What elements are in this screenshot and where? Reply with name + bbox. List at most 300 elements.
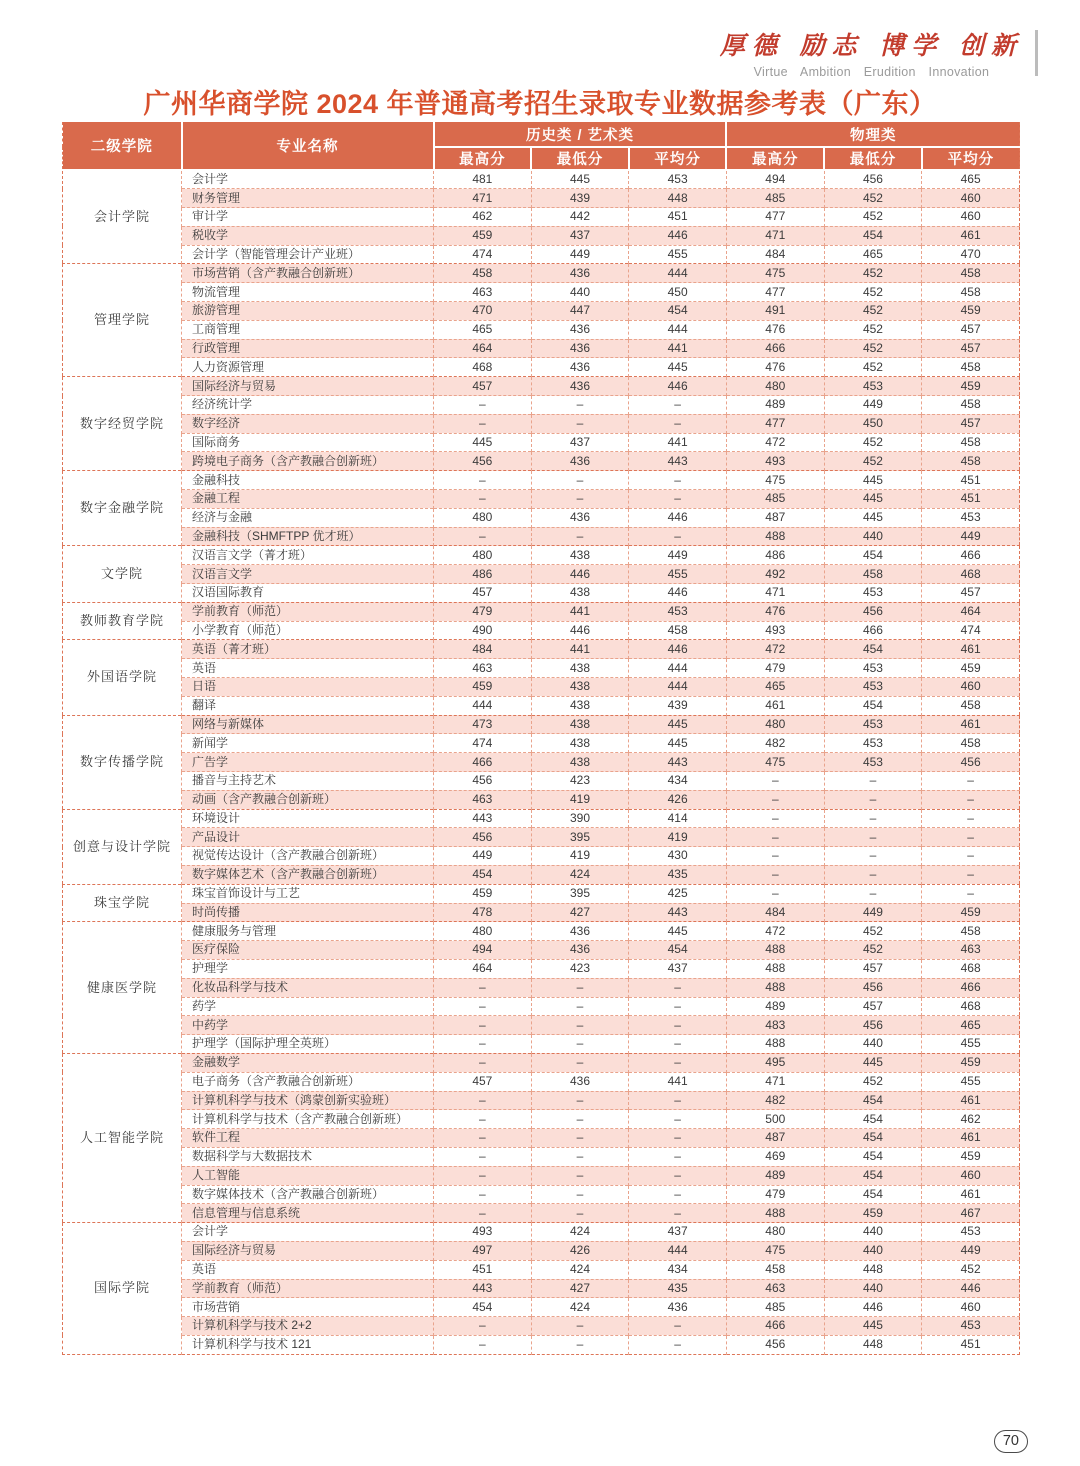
score-cell: 471 bbox=[726, 584, 824, 603]
score-cell: 445 bbox=[531, 170, 629, 189]
score-cell: 474 bbox=[922, 621, 1020, 640]
score-cell: 474 bbox=[434, 734, 532, 753]
score-cell: 438 bbox=[531, 546, 629, 565]
table-row bbox=[63, 471, 1020, 490]
score-cell: 462 bbox=[434, 208, 532, 227]
score-cell: 445 bbox=[629, 734, 727, 753]
score-cell: – bbox=[434, 1147, 532, 1166]
score-cell: – bbox=[629, 1035, 727, 1054]
score-cell: 451 bbox=[629, 208, 727, 227]
table-row bbox=[63, 621, 1020, 640]
score-cell: 460 bbox=[922, 189, 1020, 208]
score-cell: 457 bbox=[922, 414, 1020, 433]
major-cell: 汉语国际教育 bbox=[182, 584, 434, 603]
page-title: 广州华商学院 2024 年普通高考招生录取专业数据参考表（广东） bbox=[143, 89, 937, 119]
score-cell: 445 bbox=[824, 490, 922, 509]
major-cell: 人力资源管理 bbox=[182, 358, 434, 377]
score-cell: 480 bbox=[726, 1223, 824, 1242]
score-cell: 485 bbox=[726, 1298, 824, 1317]
score-cell: 484 bbox=[726, 245, 824, 264]
score-cell: 461 bbox=[922, 1129, 1020, 1148]
table-row bbox=[63, 678, 1020, 697]
score-cell: 448 bbox=[824, 1260, 922, 1279]
score-cell: 466 bbox=[824, 621, 922, 640]
major-cell: 软件工程 bbox=[182, 1129, 434, 1148]
score-cell: – bbox=[922, 772, 1020, 791]
score-cell: 474 bbox=[434, 245, 532, 264]
score-cell: 452 bbox=[824, 189, 922, 208]
major-cell: 播音与主持艺术 bbox=[182, 772, 434, 791]
score-cell: 460 bbox=[922, 1166, 1020, 1185]
table-row bbox=[63, 790, 1020, 809]
score-cell: 444 bbox=[629, 320, 727, 339]
table-row bbox=[63, 283, 1020, 302]
score-cell: 437 bbox=[531, 226, 629, 245]
score-cell: 480 bbox=[726, 377, 824, 396]
table-row bbox=[63, 208, 1020, 227]
table-row bbox=[63, 1110, 1020, 1129]
score-cell: 451 bbox=[922, 471, 1020, 490]
score-cell: 438 bbox=[531, 696, 629, 715]
score-cell: 424 bbox=[531, 1260, 629, 1279]
score-cell: 424 bbox=[531, 1223, 629, 1242]
table-row bbox=[63, 189, 1020, 208]
table-row bbox=[63, 696, 1020, 715]
table-row bbox=[63, 414, 1020, 433]
table-row bbox=[63, 865, 1020, 884]
score-cell: – bbox=[434, 1204, 532, 1223]
score-cell: 419 bbox=[629, 828, 727, 847]
college-cell: 外国语学院 bbox=[63, 640, 182, 715]
score-cell: 482 bbox=[726, 1091, 824, 1110]
major-cell: 视觉传达设计（含产教融合创新班） bbox=[182, 847, 434, 866]
header-history-min: 最低分 bbox=[531, 147, 629, 170]
score-cell: 479 bbox=[726, 659, 824, 678]
score-cell: – bbox=[629, 1335, 727, 1354]
major-cell: 国际经济与贸易 bbox=[182, 377, 434, 396]
score-cell: – bbox=[434, 1053, 532, 1072]
score-cell: 500 bbox=[726, 1110, 824, 1129]
major-cell: 金融科技（SHMFTPP 优才班） bbox=[182, 527, 434, 546]
score-cell: – bbox=[629, 1129, 727, 1148]
major-cell: 旅游管理 bbox=[182, 302, 434, 321]
table-row bbox=[63, 1298, 1020, 1317]
score-cell: 453 bbox=[629, 170, 727, 189]
score-cell: 463 bbox=[922, 941, 1020, 960]
score-cell: 436 bbox=[531, 264, 629, 283]
table-row bbox=[63, 264, 1020, 283]
score-cell: 449 bbox=[434, 847, 532, 866]
score-cell: 458 bbox=[922, 734, 1020, 753]
score-cell: – bbox=[531, 1335, 629, 1354]
score-cell: 459 bbox=[434, 226, 532, 245]
score-cell: 445 bbox=[629, 715, 727, 734]
college-cell: 数字金融学院 bbox=[63, 471, 182, 546]
score-cell: 454 bbox=[824, 1091, 922, 1110]
score-cell: 468 bbox=[434, 358, 532, 377]
table-row bbox=[63, 1241, 1020, 1260]
score-cell: – bbox=[629, 1204, 727, 1223]
score-cell: 440 bbox=[824, 1035, 922, 1054]
score-cell: 444 bbox=[434, 696, 532, 715]
major-cell: 人工智能 bbox=[182, 1166, 434, 1185]
score-cell: 390 bbox=[531, 809, 629, 828]
motto-divider bbox=[1035, 30, 1038, 76]
score-cell: – bbox=[922, 865, 1020, 884]
score-cell: 456 bbox=[824, 978, 922, 997]
score-cell: 477 bbox=[726, 283, 824, 302]
score-cell: 463 bbox=[434, 659, 532, 678]
header-physics-min: 最低分 bbox=[824, 147, 922, 170]
score-cell: 480 bbox=[434, 546, 532, 565]
score-cell: 436 bbox=[531, 320, 629, 339]
table-row bbox=[63, 1035, 1020, 1054]
college-cell: 管理学院 bbox=[63, 264, 182, 377]
score-cell: 489 bbox=[726, 1166, 824, 1185]
score-cell: 449 bbox=[531, 245, 629, 264]
score-cell: 457 bbox=[922, 320, 1020, 339]
major-cell: 化妆品科学与技术 bbox=[182, 978, 434, 997]
score-cell: 456 bbox=[824, 602, 922, 621]
score-cell: – bbox=[824, 772, 922, 791]
score-cell: 436 bbox=[531, 339, 629, 358]
table-row bbox=[63, 339, 1020, 358]
score-cell: 438 bbox=[531, 734, 629, 753]
score-cell: 454 bbox=[824, 1110, 922, 1129]
score-cell: 446 bbox=[629, 584, 727, 603]
header-history-group: 历史类 / 艺术类 bbox=[434, 122, 727, 147]
score-cell: 485 bbox=[726, 490, 824, 509]
score-cell: – bbox=[434, 1185, 532, 1204]
score-cell: 454 bbox=[824, 1147, 922, 1166]
score-cell: – bbox=[824, 809, 922, 828]
score-cell: 488 bbox=[726, 1035, 824, 1054]
table-row bbox=[63, 772, 1020, 791]
major-cell: 金融工程 bbox=[182, 490, 434, 509]
score-cell: – bbox=[922, 884, 1020, 903]
major-cell: 数字媒体技术（含产教融合创新班） bbox=[182, 1185, 434, 1204]
score-cell: 453 bbox=[824, 377, 922, 396]
major-cell: 计算机科学与技术（含产教融合创新班） bbox=[182, 1110, 434, 1129]
score-cell: 455 bbox=[629, 565, 727, 584]
score-cell: 452 bbox=[824, 941, 922, 960]
score-cell: 465 bbox=[824, 245, 922, 264]
header-physics-max: 最高分 bbox=[726, 147, 824, 170]
score-cell: 458 bbox=[922, 696, 1020, 715]
score-cell: 470 bbox=[922, 245, 1020, 264]
major-cell: 会计学 bbox=[182, 170, 434, 189]
score-cell: 455 bbox=[922, 1072, 1020, 1091]
score-cell: 478 bbox=[434, 903, 532, 922]
score-cell: 466 bbox=[922, 978, 1020, 997]
score-cell: 453 bbox=[922, 1317, 1020, 1336]
score-cell: – bbox=[434, 1091, 532, 1110]
table-row bbox=[63, 1072, 1020, 1091]
table-row bbox=[63, 1204, 1020, 1223]
score-cell: 440 bbox=[824, 1223, 922, 1242]
major-cell: 数字经济 bbox=[182, 414, 434, 433]
score-cell: – bbox=[531, 1129, 629, 1148]
score-cell: 456 bbox=[824, 170, 922, 189]
table-row bbox=[63, 884, 1020, 903]
major-cell: 行政管理 bbox=[182, 339, 434, 358]
score-cell: 426 bbox=[531, 1241, 629, 1260]
score-cell: 459 bbox=[824, 1204, 922, 1223]
score-cell: 436 bbox=[531, 452, 629, 471]
table-row bbox=[63, 715, 1020, 734]
score-cell: 436 bbox=[531, 1072, 629, 1091]
score-cell: 463 bbox=[434, 790, 532, 809]
major-cell: 日语 bbox=[182, 678, 434, 697]
score-cell: 479 bbox=[434, 602, 532, 621]
table-row bbox=[63, 809, 1020, 828]
header-history-avg: 平均分 bbox=[629, 147, 727, 170]
major-cell: 国际商务 bbox=[182, 433, 434, 452]
score-cell: – bbox=[531, 997, 629, 1016]
major-cell: 国际经济与贸易 bbox=[182, 1241, 434, 1260]
table-row bbox=[63, 903, 1020, 922]
score-cell: 436 bbox=[531, 377, 629, 396]
score-cell: 439 bbox=[531, 189, 629, 208]
score-cell: – bbox=[824, 828, 922, 847]
score-cell: 468 bbox=[922, 565, 1020, 584]
score-cell: – bbox=[824, 865, 922, 884]
table-row bbox=[63, 1279, 1020, 1298]
score-cell: – bbox=[434, 1335, 532, 1354]
table-row bbox=[63, 302, 1020, 321]
score-cell: 464 bbox=[922, 602, 1020, 621]
score-cell: 495 bbox=[726, 1053, 824, 1072]
score-cell: 459 bbox=[922, 377, 1020, 396]
score-cell: 444 bbox=[629, 678, 727, 697]
major-cell: 新闻学 bbox=[182, 734, 434, 753]
score-cell: 488 bbox=[726, 941, 824, 960]
table-row bbox=[63, 1260, 1020, 1279]
score-cell: 452 bbox=[824, 320, 922, 339]
score-cell: 443 bbox=[629, 753, 727, 772]
header-physics-avg: 平均分 bbox=[922, 147, 1020, 170]
score-cell: 446 bbox=[922, 1279, 1020, 1298]
table-row bbox=[63, 1129, 1020, 1148]
score-cell: 437 bbox=[629, 1223, 727, 1242]
major-cell: 金融科技 bbox=[182, 471, 434, 490]
table-row bbox=[63, 226, 1020, 245]
score-cell: 491 bbox=[726, 302, 824, 321]
score-cell: 493 bbox=[726, 452, 824, 471]
score-cell: 468 bbox=[922, 959, 1020, 978]
score-cell: – bbox=[629, 997, 727, 1016]
score-cell: – bbox=[629, 414, 727, 433]
table-row bbox=[63, 245, 1020, 264]
score-cell: 395 bbox=[531, 828, 629, 847]
score-cell: 457 bbox=[434, 1072, 532, 1091]
table-row bbox=[63, 527, 1020, 546]
score-cell: 461 bbox=[922, 1185, 1020, 1204]
score-cell: 471 bbox=[434, 189, 532, 208]
college-cell: 创意与设计学院 bbox=[63, 809, 182, 884]
score-cell: – bbox=[434, 1166, 532, 1185]
major-cell: 英语 bbox=[182, 1260, 434, 1279]
header-history-max: 最高分 bbox=[434, 147, 532, 170]
table-row bbox=[63, 1335, 1020, 1354]
score-cell: 466 bbox=[726, 339, 824, 358]
score-cell: 487 bbox=[726, 508, 824, 527]
score-cell: 470 bbox=[434, 302, 532, 321]
major-cell: 计算机科学与技术（鸿蒙创新实验班） bbox=[182, 1091, 434, 1110]
score-cell: 454 bbox=[629, 302, 727, 321]
score-cell: 482 bbox=[726, 734, 824, 753]
table-row bbox=[63, 659, 1020, 678]
score-cell: 456 bbox=[824, 1016, 922, 1035]
score-cell: 446 bbox=[629, 640, 727, 659]
major-cell: 会计学（智能管理会计产业班） bbox=[182, 245, 434, 264]
major-cell: 审计学 bbox=[182, 208, 434, 227]
score-cell: – bbox=[434, 490, 532, 509]
score-cell: 427 bbox=[531, 903, 629, 922]
score-cell: 452 bbox=[824, 264, 922, 283]
score-cell: 458 bbox=[922, 283, 1020, 302]
score-cell: 480 bbox=[726, 715, 824, 734]
score-cell: 481 bbox=[434, 170, 532, 189]
score-cell: 454 bbox=[629, 941, 727, 960]
score-cell: 454 bbox=[824, 1166, 922, 1185]
score-cell: 457 bbox=[824, 997, 922, 1016]
score-cell: 439 bbox=[629, 696, 727, 715]
score-cell: 454 bbox=[824, 546, 922, 565]
score-cell: 436 bbox=[531, 941, 629, 960]
table-row bbox=[63, 1053, 1020, 1072]
score-cell: 476 bbox=[726, 320, 824, 339]
score-cell: – bbox=[629, 490, 727, 509]
motto-english: Virtue Ambition Erudition Innovation bbox=[753, 65, 990, 79]
major-cell: 珠宝首饰设计与工艺 bbox=[182, 884, 434, 903]
score-cell: 463 bbox=[434, 283, 532, 302]
score-cell: – bbox=[434, 527, 532, 546]
score-cell: 445 bbox=[629, 358, 727, 377]
score-cell: 469 bbox=[726, 1147, 824, 1166]
college-cell: 珠宝学院 bbox=[63, 884, 182, 922]
major-cell: 学前教育（师范） bbox=[182, 1279, 434, 1298]
score-cell: 462 bbox=[922, 1110, 1020, 1129]
score-cell: 477 bbox=[726, 208, 824, 227]
score-cell: 472 bbox=[726, 922, 824, 941]
score-cell: – bbox=[726, 828, 824, 847]
score-cell: 444 bbox=[629, 264, 727, 283]
score-cell: 452 bbox=[824, 302, 922, 321]
score-cell: 466 bbox=[434, 753, 532, 772]
score-cell: 460 bbox=[922, 678, 1020, 697]
score-cell: 425 bbox=[629, 884, 727, 903]
major-cell: 环境设计 bbox=[182, 809, 434, 828]
college-cell: 教师教育学院 bbox=[63, 602, 182, 640]
score-cell: 441 bbox=[629, 339, 727, 358]
score-cell: – bbox=[629, 1110, 727, 1129]
score-cell: 424 bbox=[531, 1298, 629, 1317]
score-cell: 472 bbox=[726, 640, 824, 659]
score-cell: 440 bbox=[824, 527, 922, 546]
score-cell: 452 bbox=[824, 922, 922, 941]
score-cell: 395 bbox=[531, 884, 629, 903]
score-cell: 461 bbox=[922, 640, 1020, 659]
score-cell: – bbox=[531, 1091, 629, 1110]
score-cell: 424 bbox=[531, 865, 629, 884]
score-cell: – bbox=[629, 527, 727, 546]
score-cell: 475 bbox=[726, 753, 824, 772]
table-row bbox=[63, 1147, 1020, 1166]
score-cell: 446 bbox=[629, 508, 727, 527]
score-cell: 443 bbox=[434, 809, 532, 828]
score-cell: 445 bbox=[824, 508, 922, 527]
score-cell: 458 bbox=[922, 358, 1020, 377]
score-cell: 453 bbox=[629, 602, 727, 621]
score-cell: 436 bbox=[531, 922, 629, 941]
score-cell: 423 bbox=[531, 959, 629, 978]
score-cell: 457 bbox=[922, 339, 1020, 358]
major-cell: 医疗保险 bbox=[182, 941, 434, 960]
table-row bbox=[63, 734, 1020, 753]
table-row bbox=[63, 922, 1020, 941]
motto-text-block bbox=[720, 26, 1023, 79]
score-cell: – bbox=[434, 471, 532, 490]
score-cell: 446 bbox=[531, 621, 629, 640]
score-cell: 459 bbox=[922, 659, 1020, 678]
score-cell: – bbox=[434, 396, 532, 415]
score-cell: 414 bbox=[629, 809, 727, 828]
score-cell: – bbox=[726, 772, 824, 791]
score-cell: 489 bbox=[726, 396, 824, 415]
major-cell: 计算机科学与技术 121 bbox=[182, 1335, 434, 1354]
score-cell: 461 bbox=[726, 696, 824, 715]
major-cell: 小学教育（师范） bbox=[182, 621, 434, 640]
score-cell: 445 bbox=[824, 1053, 922, 1072]
score-cell: 454 bbox=[434, 865, 532, 884]
score-cell: 455 bbox=[629, 245, 727, 264]
score-cell: – bbox=[531, 1204, 629, 1223]
score-cell: 445 bbox=[824, 471, 922, 490]
score-cell: 459 bbox=[922, 903, 1020, 922]
score-cell: 488 bbox=[726, 959, 824, 978]
score-cell: – bbox=[726, 847, 824, 866]
score-cell: – bbox=[434, 414, 532, 433]
score-cell: 437 bbox=[531, 433, 629, 452]
major-cell: 工商管理 bbox=[182, 320, 434, 339]
score-cell: – bbox=[922, 847, 1020, 866]
score-cell: 419 bbox=[531, 790, 629, 809]
score-cell: 438 bbox=[531, 715, 629, 734]
score-cell: 475 bbox=[726, 471, 824, 490]
major-cell: 信息管理与信息系统 bbox=[182, 1204, 434, 1223]
major-cell: 学前教育（师范） bbox=[182, 602, 434, 621]
major-cell: 中药学 bbox=[182, 1016, 434, 1035]
score-cell: 493 bbox=[726, 621, 824, 640]
college-cell: 会计学院 bbox=[63, 170, 182, 264]
score-cell: 440 bbox=[824, 1241, 922, 1260]
major-cell: 经济与金融 bbox=[182, 508, 434, 527]
score-cell: 448 bbox=[824, 1335, 922, 1354]
score-cell: – bbox=[824, 790, 922, 809]
college-cell: 数字传播学院 bbox=[63, 715, 182, 809]
score-cell: 436 bbox=[531, 508, 629, 527]
score-cell: 476 bbox=[726, 358, 824, 377]
major-cell: 跨境电子商务（含产教融合创新班） bbox=[182, 452, 434, 471]
score-cell: – bbox=[531, 1110, 629, 1129]
major-cell: 数字媒体艺术（含产教融合创新班） bbox=[182, 865, 434, 884]
score-cell: – bbox=[629, 1185, 727, 1204]
score-cell: 423 bbox=[531, 772, 629, 791]
table-row bbox=[63, 997, 1020, 1016]
major-cell: 英语 bbox=[182, 659, 434, 678]
school-motto bbox=[720, 26, 1038, 79]
